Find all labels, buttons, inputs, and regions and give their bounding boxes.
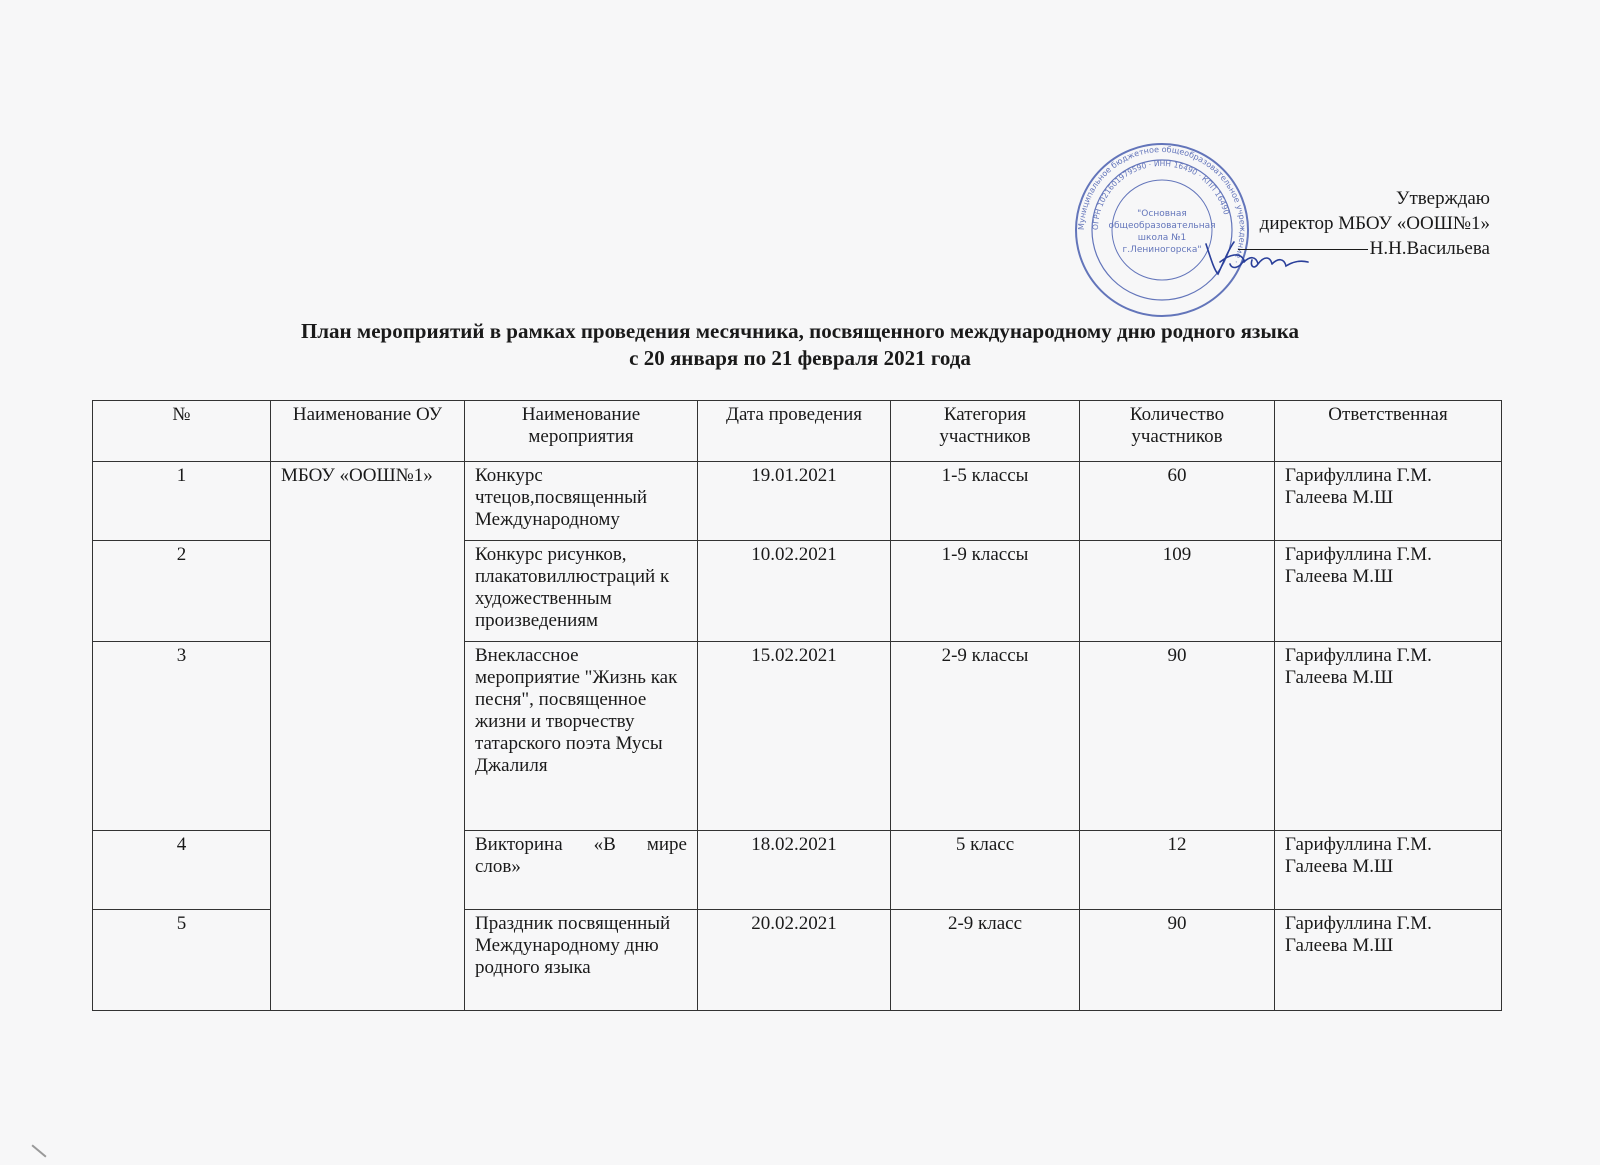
responsible-2: Галеева М.Ш — [1285, 935, 1394, 956]
cell-category: 1-5 классы — [891, 462, 1080, 541]
header-num: № — [93, 401, 271, 462]
cell-category: 2-9 класс — [891, 910, 1080, 1011]
responsible-1: Гарифуллина Г.М. — [1285, 465, 1432, 486]
approval-heading: Утверждаю — [1396, 188, 1490, 209]
responsible-2: Галеева М.Ш — [1285, 566, 1394, 587]
cell-category: 2-9 классы — [891, 642, 1080, 831]
responsible-1: Гарифуллина Г.М. — [1285, 834, 1432, 855]
official-stamp — [1072, 140, 1252, 320]
cell-org: МБОУ «ООШ№1» — [271, 462, 465, 1011]
director-signature — [1200, 236, 1310, 281]
header-org: Наименование ОУ — [271, 401, 465, 462]
header-responsible: Ответственная — [1275, 401, 1502, 462]
table-header-row — [93, 401, 1502, 462]
header-count: Количество участников — [1080, 401, 1275, 462]
header-event: Наименование мероприятия — [465, 401, 698, 462]
event-line-1: Викторина «В мире — [475, 834, 687, 855]
cell-count: 90 — [1080, 642, 1275, 831]
events-table — [92, 400, 1502, 1011]
scan-artifact — [31, 1144, 46, 1157]
cell-num: 4 — [93, 831, 271, 910]
approval-name: Н.Н.Васильева — [1369, 238, 1490, 259]
cell-event: Внеклассное мероприятие "Жизнь как песня", посвященное жизни и творчеству татарского поэта Мусы Джалиля — [465, 642, 698, 831]
cell-responsible — [1275, 462, 1502, 541]
event-line-2: слов» — [475, 856, 521, 877]
cell-event: Праздник посвященный Международному дню родного языка — [465, 910, 698, 1011]
cell-date: 19.01.2021 — [698, 462, 891, 541]
responsible-1: Гарифуллина Г.М. — [1285, 544, 1432, 565]
title-line-2: с 20 января по 21 февраля 2021 года — [629, 346, 971, 370]
approval-position: директор МБОУ «ООШ№1» — [1259, 213, 1490, 234]
cell-num: 3 — [93, 642, 271, 831]
cell-date: 15.02.2021 — [698, 642, 891, 831]
cell-num: 2 — [93, 541, 271, 642]
title-line-1: План мероприятий в рамках проведения месячника, посвященного международному дню родного языка — [300, 319, 1300, 343]
cell-responsible — [1275, 910, 1502, 1011]
cell-date: 20.02.2021 — [698, 910, 891, 1011]
responsible-2: Галеева М.Ш — [1285, 856, 1394, 877]
table-row — [93, 462, 1502, 541]
responsible-2: Галеева М.Ш — [1285, 667, 1394, 688]
cell-num: 5 — [93, 910, 271, 1011]
cell-date: 10.02.2021 — [698, 541, 891, 642]
cell-count: 109 — [1080, 541, 1275, 642]
cell-count: 60 — [1080, 462, 1275, 541]
svg-text:"Основная: "Основная — [1137, 209, 1187, 219]
header-date: Дата проведения — [698, 401, 891, 462]
cell-event: Конкурс чтецов,посвященный Международному — [465, 462, 698, 541]
svg-text:общеобразовательная: общеобразовательная — [1108, 221, 1216, 231]
responsible-1: Гарифуллина Г.М. — [1285, 913, 1432, 934]
cell-category: 5 класс — [891, 831, 1080, 910]
cell-responsible — [1275, 831, 1502, 910]
cell-count: 90 — [1080, 910, 1275, 1011]
cell-date: 18.02.2021 — [698, 831, 891, 910]
svg-text:школа №1: школа №1 — [1137, 233, 1187, 243]
cell-count: 12 — [1080, 831, 1275, 910]
cell-responsible — [1275, 541, 1502, 642]
cell-responsible — [1275, 642, 1502, 831]
svg-text:ОГРН 1021601979590 · ИНН 16490: ОГРН 1021601979590 · ИНН 16490 · КПП 16490 — [1090, 158, 1232, 231]
cell-category: 1-9 классы — [891, 541, 1080, 642]
svg-text:г.Лениногорска": г.Лениногорска" — [1122, 245, 1202, 255]
responsible-2: Галеева М.Ш — [1285, 487, 1394, 508]
cell-event — [465, 831, 698, 910]
page-title — [0, 318, 1600, 372]
cell-num: 1 — [93, 462, 271, 541]
cell-event: Конкурс рисунков, плакатовиллюстраций к художественным произведениям — [465, 541, 698, 642]
svg-text:Муниципальное бюджетное общеоб: Муниципальное бюджетное общеобразовательное учреждение · — [1076, 144, 1248, 265]
header-category: Категория участников — [891, 401, 1080, 462]
responsible-1: Гарифуллина Г.М. — [1285, 645, 1432, 666]
